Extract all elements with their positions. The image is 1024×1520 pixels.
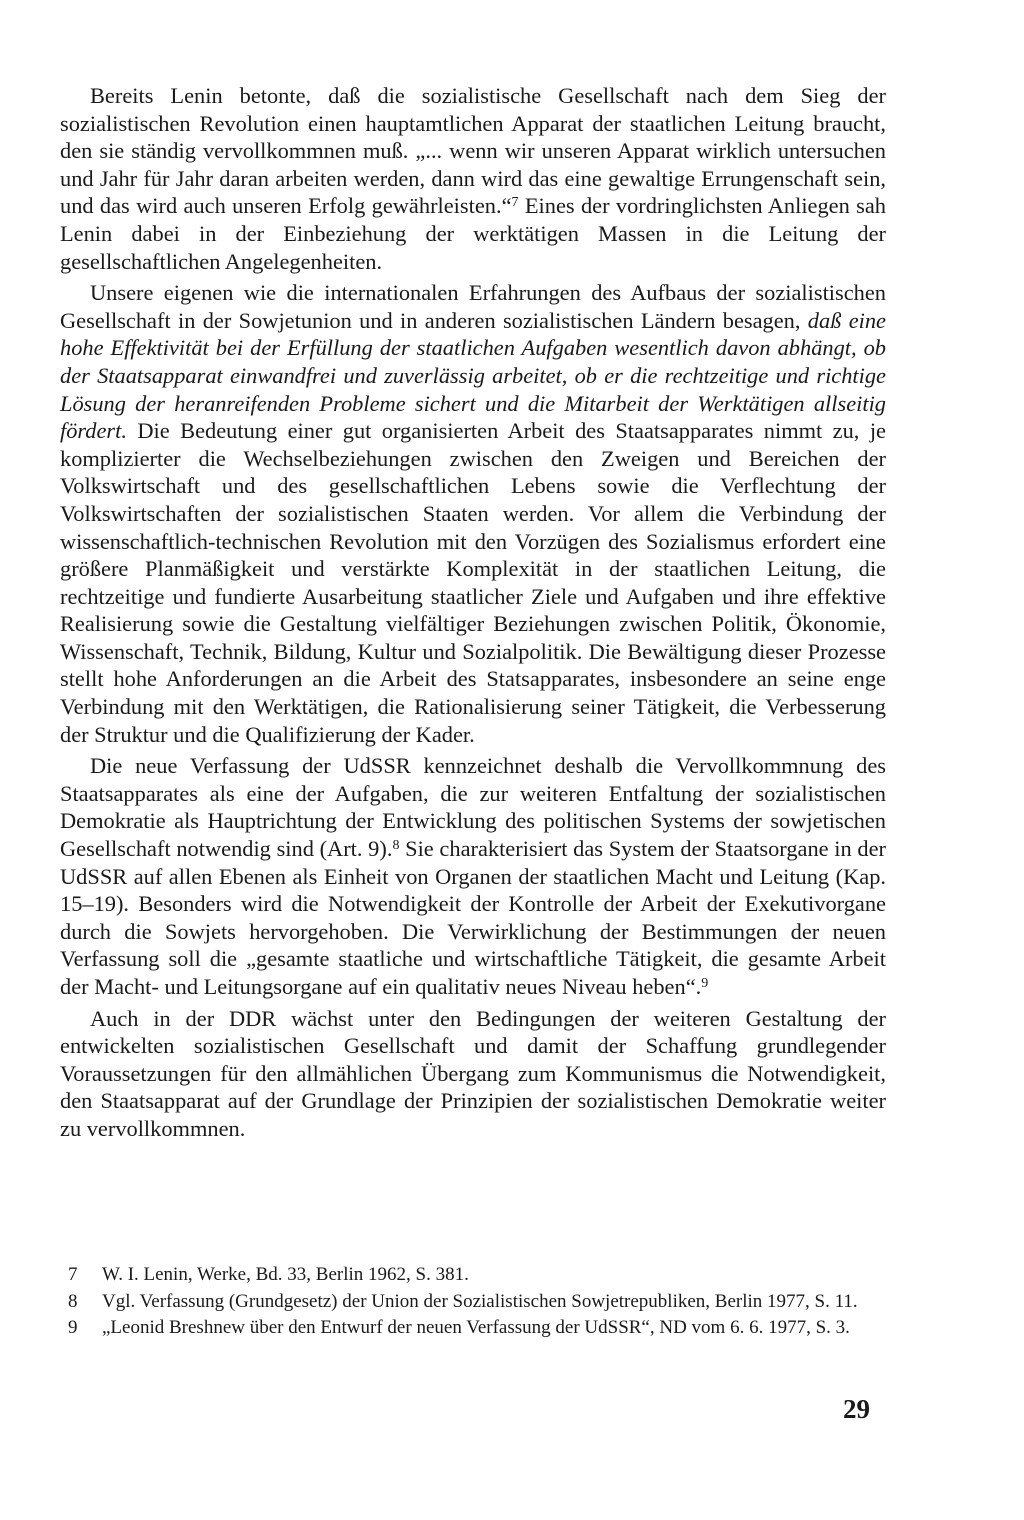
body-text (60, 82, 886, 1143)
footnote-reference: 7 (511, 195, 519, 211)
footnotes (68, 1262, 890, 1342)
paragraph (60, 82, 886, 275)
footnote-reference: 8 (392, 838, 400, 854)
text-run: Auch in der DDR wächst unter den Bedingungen der weiteren Gestaltung der entwickelten sozialistischen Gesellschaft und damit der Schaffung grundlegender Voraussetzungen für den allmählichen Übergang zum Kommunismus die Notwendigkeit, den Staatsapparat auf der Grundlage der Prinzipien der sozialistischen Demokratie weiter zu vervollkommnen. (60, 1005, 886, 1141)
footnote (68, 1315, 890, 1342)
footnote-text: Vgl. Verfassung (Grundgesetz) der Union der Sozialistischen Sowjetrepubliken, Berlin 1977, S. 11. (102, 1290, 858, 1312)
footnote (68, 1289, 890, 1316)
footnote-number: 7 (68, 1264, 78, 1285)
paragraph (60, 279, 886, 748)
text-run: Die neue Verfassung der UdSSR kennzeichnet deshalb die Vervollkommnung des Staatsapparates als eine der Aufgaben, die zur weiteren Entfaltung der sozialistischen Demokratie als Hauptrichtung der Entwicklung des politischen Systems der sowjetischen Gesellschaft notwendig sind (Art. 9). (60, 753, 886, 862)
text-run: Die Bedeutung einer gut organisierten Arbeit des Staatsapparates nimmt zu, je komplizierter die Wechselbeziehungen zwischen den Zweigen und Bereichen der Volkswirtschaft und des gesellschaftlichen Lebens sowie die Verflechtung der Volkswirtschaften der sozialistischen Staaten werden. Vor allem die Verbindung der wissenschaftlich-technischen Revolution mit den Vorzügen des Sozialismus erfordert eine größere Planmäßigkeit und verstärkte Komplexität in der staatlichen Leitung, die rechtzeitige und fundierte Ausarbeitung staatlicher Ziele und Aufgaben und ihre effektive Realisierung sowie die Gestaltung vielfältiger Beziehungen zwischen Politik, Ökonomie, Wissenschaft, Technik, Bildung, Kultur und Sozialpolitik. Die Bewältigung dieser Prozesse stellt hohe Anforderungen an die Arbeit des Statsapparates, insbesondere an seine enge Verbindung mit den Werktätigen, die Rationalisierung seiner Tätigkeit, die Verbesserung der Struktur und die Qualifizierung der Kader. (60, 418, 886, 747)
footnote-number: 8 (68, 1290, 78, 1312)
text-run: Unsere eigenen wie die internationalen Erfahrungen des Aufbaus der sozialistischen Gesellschaft in der Sowjetunion und in anderen sozialistischen Ländern besagen, (60, 280, 886, 333)
page-body (60, 82, 886, 1143)
footnote-reference: 9 (701, 976, 709, 991)
text-run: Sie charakterisiert das System der Staatsorgane in der UdSSR auf allen Ebenen als Einheit von Organen der staatlichen Macht und Leitung (Kap. 15–19). Besonders wird die Notwendigkeit der Kontrolle der Arbeit der Exekutivorgane durch die Sowjets hervorgehoben. Die Verwirklichung der Bestimmungen der neuen Verfassung soll die „gesamte staatliche und wirtschaftliche Tätigkeit, die gesamte Arbeit der Macht- und Leitungsorgane auf ein qualitativ neues Niveau heben“. (60, 836, 886, 999)
footnote-number: 9 (68, 1317, 78, 1338)
emphasized-text: daß eine hohe Effektivität bei der Erfüllung der staatlichen Aufgaben wesentlich davon abhängt, ob der Staatsapparat einwandfrei und zuverlässig arbeitet, ob er die rechtzeitige und richtige Lösung der heranreifenden Probleme sichert und die Mitarbeit der Werktätigen allseitig fördert. (60, 307, 886, 444)
paragraph (60, 1005, 886, 1143)
text-run: Eines der vordringlichsten Anliegen sah Lenin dabei in der Einbeziehung der werktätigen Massen in die Leitung der gesellschaftlichen Angelegenheiten. (60, 193, 886, 274)
text-run: Bereits Lenin betonte, daß die sozialistische Gesellschaft nach dem Sieg der sozialistischen Revolution einen hauptamtlichen Apparat der staatlichen Leitung braucht, den sie ständig vervollkommnen muß. „... wenn wir unseren Apparat wirklich untersuchen und Jahr für Jahr daran arbeiten werden, dann wird das eine gewaltige Errungenschaft sein, und das wird auch unseren Erfolg gewährleisten.“ (60, 83, 886, 219)
footnote-text: „Leonid Breshnew über den Entwurf der neuen Verfassung der UdSSR“, ND vom 6. 6. 1977, S. 3. (102, 1317, 850, 1338)
footnote-text: W. I. Lenin, Werke, Bd. 33, Berlin 1962, S. 381. (102, 1264, 469, 1285)
page-number: 29 (843, 1394, 870, 1424)
paragraph (60, 752, 886, 1000)
footnote (68, 1262, 890, 1289)
